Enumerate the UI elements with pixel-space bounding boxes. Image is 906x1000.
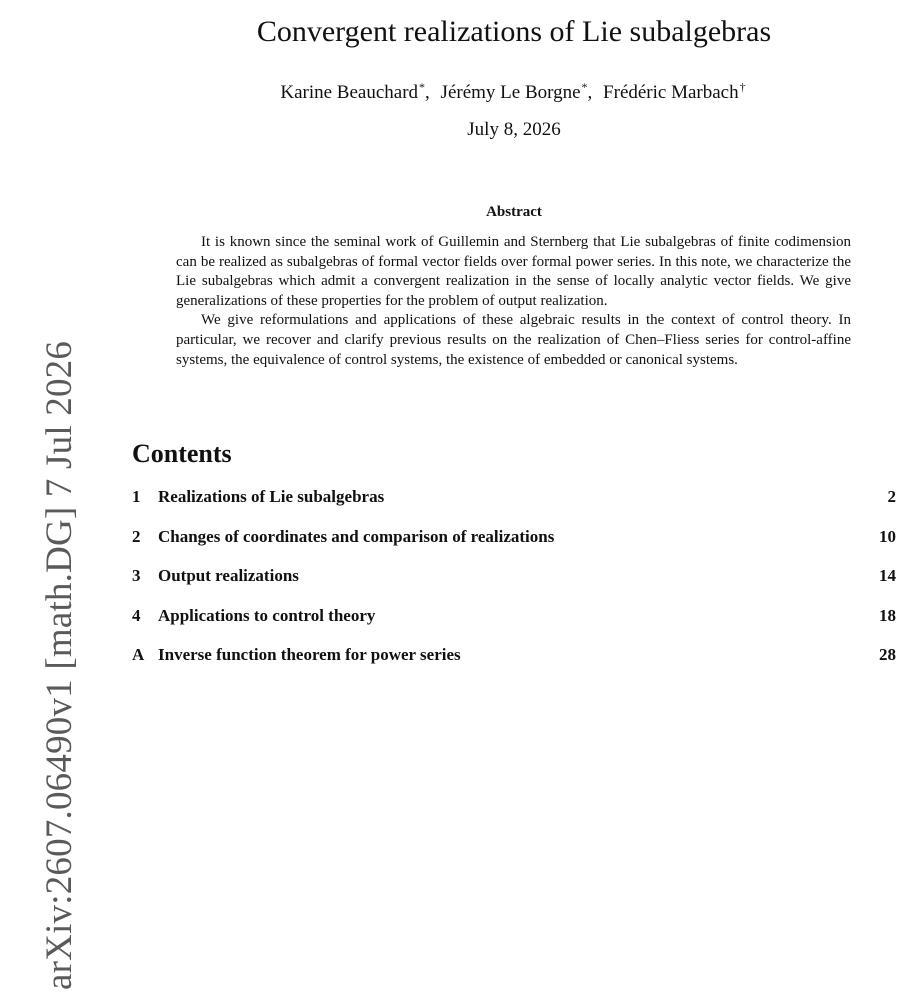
abstract-paragraph: We give reformulations and applications of these algebraic results in the context of control theory. In particular, we recover and clarify previous results on the realization of Chen–Fliess series for control-affine systems, the equivalence of control systems, the existence of embedded or canonical systems. (176, 312, 851, 368)
author-name: Karine Beauchard (280, 82, 419, 103)
toc-entry-section-1[interactable] (132, 485, 896, 525)
toc-entry-number: A (132, 645, 145, 664)
toc-entry-number: 2 (132, 526, 141, 546)
author-name: Jérémy Le Borgne (440, 82, 581, 103)
author-separator: , (425, 82, 430, 103)
toc-entry-page[interactable]: 18 (879, 605, 896, 625)
toc-entry-title[interactable]: Inverse function theorem for power series (158, 645, 461, 664)
table-of-contents (132, 485, 896, 683)
toc-entry-section-4[interactable] (132, 604, 896, 644)
toc-entry-section-3[interactable] (132, 564, 896, 604)
toc-entry-page[interactable]: 14 (879, 566, 896, 585)
abstract-paragraph: It is known since the seminal work of Guillemin and Sternberg that Lie subalgebras of finite codimension can be realized as subalgebras of formal vector fields over formal power series. In this note, we characterize the Lie subalgebras which admit a convergent realization in the sense of locally analytic vector fields. We give generalizations of these properties for the problem of output realization. (176, 234, 851, 309)
toc-entry-page[interactable]: 28 (879, 645, 896, 664)
author-separator: , (587, 82, 593, 103)
author-footnote-mark[interactable]: * (419, 80, 426, 94)
author-list (0, 74, 906, 106)
contents-heading: Contents (132, 439, 232, 468)
paper-title: Convergent realizations of Lie subalgebras (256, 15, 772, 48)
toc-entry-title[interactable]: Changes of coordinates and comparison of realizations (158, 526, 555, 546)
toc-entry-title[interactable]: Realizations of Lie subalgebras (158, 487, 385, 506)
toc-entry-number: 4 (132, 605, 141, 625)
paper-date: July 8, 2026 (467, 119, 561, 140)
toc-entry-title[interactable]: Applications to control theory (158, 605, 376, 625)
toc-entry-page[interactable]: 2 (887, 487, 896, 506)
arxiv-side-stamp: arXiv:2607.06490v1 [math.DG] 7 Jul 2026 (39, 340, 80, 990)
toc-entry-page[interactable]: 10 (879, 526, 896, 546)
toc-entry-section-2[interactable] (132, 525, 896, 565)
abstract-heading: Abstract (486, 204, 542, 220)
abstract-body (176, 233, 851, 370)
author-footnote-mark[interactable]: * (581, 80, 588, 94)
toc-entry-title[interactable]: Output realizations (158, 566, 299, 585)
toc-entry-number: 1 (132, 487, 141, 506)
toc-entry-number: 3 (132, 566, 141, 585)
author-name: Frédéric Marbach (603, 82, 739, 103)
toc-entry-appendix-a[interactable] (132, 643, 896, 683)
author-footnote-mark[interactable]: † (739, 80, 746, 94)
